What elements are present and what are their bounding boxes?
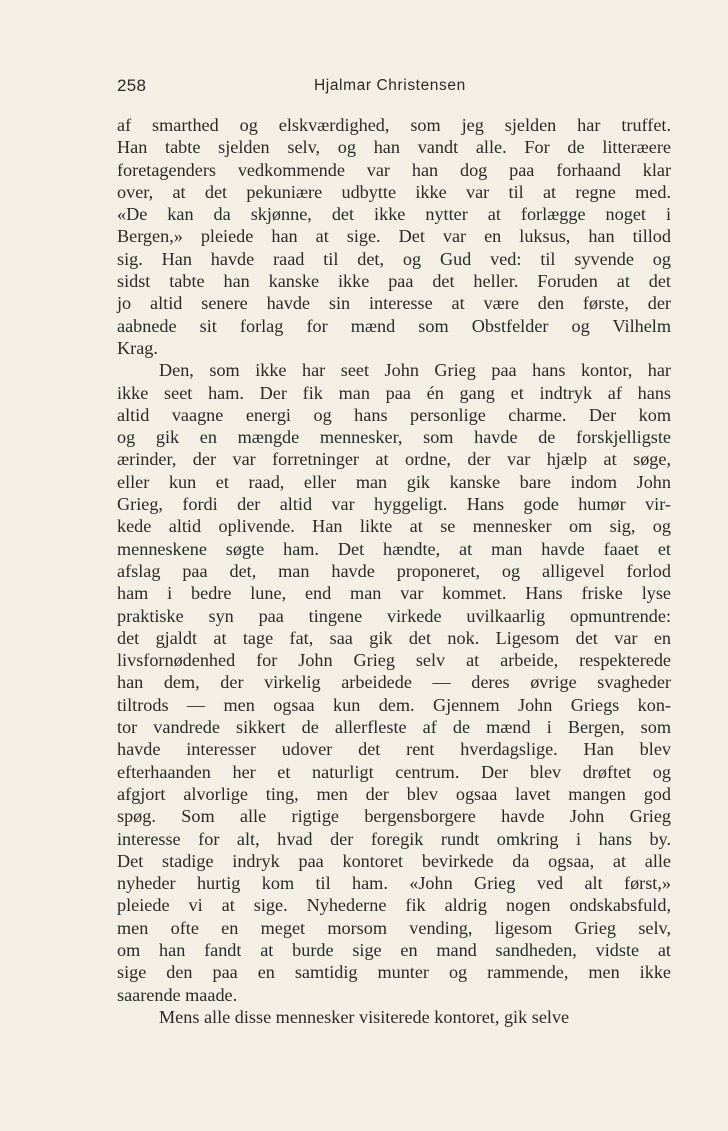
text-line: Bergen,» pleiede han at sige. Det var en luksus, han tillod bbox=[117, 226, 671, 247]
text-line: ikke seet ham. Der fik man paa én gang et indtryk af hans bbox=[117, 382, 671, 403]
text-line: eller kun et raad, eller man gik kanske bare indom John bbox=[117, 471, 671, 492]
text-line: menneskene søgte ham. Det hændte, at man havde faaet et bbox=[117, 538, 671, 559]
text-line: over, at det pekuniære udbytte ikke var til at regne med. bbox=[117, 181, 671, 202]
text-line: sig. Han havde raad til det, og Gud ved: til syvende og bbox=[117, 248, 671, 269]
text-line: sidst tabte han kanske ikke paa det heller. Foruden at det bbox=[117, 271, 671, 292]
text-line: «De kan da skjønne, det ikke nytter at forlægge noget i bbox=[117, 204, 671, 225]
text-line: men ofte en meget morsom vending, ligesom Grieg selv, bbox=[117, 917, 671, 938]
paragraph-start-line: Den, som ikke har seet John Grieg paa hans kontor, har bbox=[159, 360, 671, 381]
text-line: livsfornødenhed for John Grieg selv at arbeide, respekterede bbox=[117, 650, 671, 671]
page-header bbox=[117, 76, 671, 100]
text-line: Det stadige indryk paa kontoret bevirkede da ogsaa, at alle bbox=[117, 850, 671, 871]
text-line: om han fandt at burde sige en mand sandheden, vidste at bbox=[117, 939, 671, 960]
text-line: afgjort alvorlige ting, men der blev ogsaa lavet mangen god bbox=[117, 783, 671, 804]
body-text bbox=[117, 114, 671, 1028]
text-line: ærinder, der var forretninger at ordne, der var hjælp at søge, bbox=[117, 449, 671, 470]
text-line: altid vaagne energi og hans personlige charme. Der kom bbox=[117, 404, 671, 425]
text-line: Han tabte sjelden selv, og han vandt alle. For de litteræere bbox=[117, 137, 671, 158]
running-head: Hjalmar Christensen bbox=[314, 77, 466, 94]
text-line: spøg. Som alle rigtige bergensborgere havde John Grieg bbox=[117, 806, 671, 827]
paragraph-end-line: Krag. bbox=[117, 337, 158, 358]
page-number: 258 bbox=[117, 76, 147, 95]
text-line: ham i bedre lune, end man var kommet. Hans friske lyse bbox=[117, 583, 671, 604]
paragraph-end-line: saarende maade. bbox=[117, 984, 238, 1005]
text-line: af smarthed og elskværdighed, som jeg sjelden har truffet. bbox=[117, 115, 671, 135]
text-line: interesse for alt, hvad der foregik rundt omkring i hans by. bbox=[117, 828, 671, 849]
text-line: han dem, der virkelig arbeidede — deres øvrige svagheder bbox=[117, 672, 671, 693]
text-line: og gik en mængde mennesker, som havde de forskjelligste bbox=[117, 427, 671, 448]
text-line: sige den paa en samtidig munter og rammende, men ikke bbox=[117, 962, 671, 983]
text-line: Grieg, fordi der altid var hyggeligt. Hans gode humør vir- bbox=[117, 494, 671, 515]
text-line: tor vandrede sikkert de allerfleste af de mænd i Bergen, som bbox=[117, 717, 671, 738]
text-line: efterhaanden her et naturligt centrum. Der blev drøftet og bbox=[117, 761, 671, 782]
text-line: aabnede sit forlag for mænd som Obstfelder og Vilhelm bbox=[117, 315, 671, 336]
text-line: kede altid oplivende. Han likte at se mennesker om sig, og bbox=[117, 516, 671, 537]
text-line: pleiede vi at sige. Nyhederne fik aldrig nogen ondskabsfuld, bbox=[117, 895, 671, 916]
paragraph-start-line: Mens alle disse mennesker visiterede kontoret, gik selve bbox=[159, 1006, 570, 1027]
text-line: afslag paa det, man havde proponeret, og alligevel forlod bbox=[117, 560, 671, 581]
text-line: det gjaldt at tage fat, saa gik det nok. Ligesom det var en bbox=[117, 627, 671, 648]
text-line: foretagenders vedkommende var han dog paa forhaand klar bbox=[117, 159, 671, 180]
text-line: tiltrods — men ogsaa kun dem. Gjennem John Griegs kon- bbox=[117, 694, 671, 715]
text-line: nyheder hurtig kom til ham. «John Grieg ved alt først,» bbox=[117, 873, 671, 894]
text-line: jo altid senere havde sin interesse at være den første, der bbox=[117, 293, 671, 314]
text-line: praktiske syn paa tingene virkede uvilkaarlig opmuntrende: bbox=[117, 605, 671, 626]
text-line: havde interesser udover det rent hverdagslige. Han blev bbox=[117, 739, 671, 760]
